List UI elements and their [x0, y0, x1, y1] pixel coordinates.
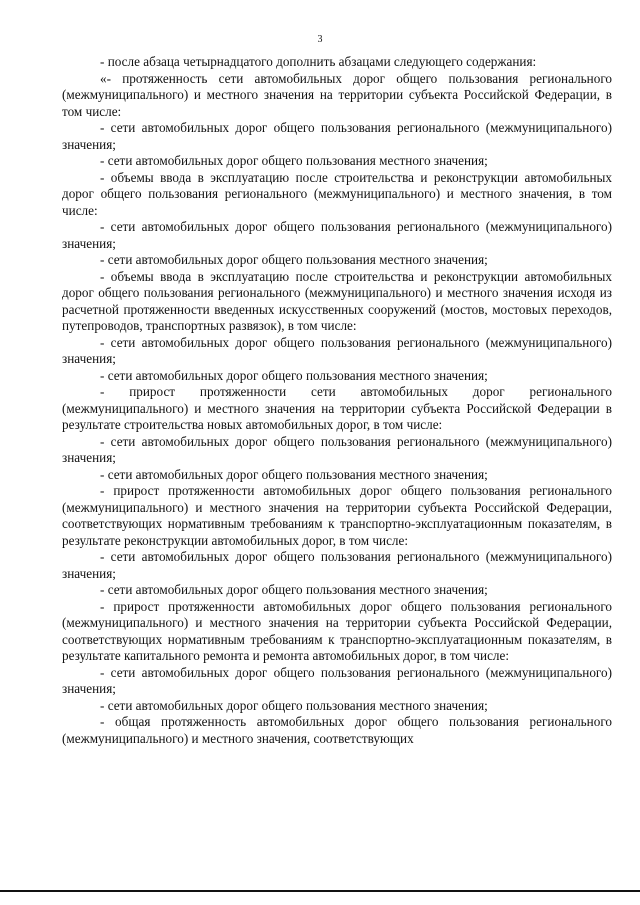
paragraph: - сети автомобильных дорог общего пользования регионального (межмуниципального) значения; [62, 433, 612, 465]
paragraph: - объемы ввода в эксплуатацию после строительства и реконструкции автомобильных дорог общего пользования регионального (межмуниципального) и местного значения, в том числе: [62, 169, 612, 218]
paragraph: - сети автомобильных дорог общего пользования регионального (межмуниципального) значения; [62, 120, 612, 152]
document-body [62, 54, 612, 747]
paragraph: «- протяженность сети автомобильных дорог общего пользования регионального (межмуниципального) и местного значения на территории субъекта Российской Федерации, в том числе: [62, 70, 612, 119]
paragraph: - сети автомобильных дорог общего пользования местного значения; [100, 466, 488, 482]
paragraph: - прирост протяженности сети автомобильных дорог регионального (межмуниципального) и местного значения на территории субъекта Российской Федерации в результате строительства новых автомобильных дорог, в том числе: [62, 384, 612, 432]
bottom-divider [0, 890, 640, 892]
paragraph: - сети автомобильных дорог общего пользования местного значения; [100, 367, 488, 383]
paragraph: - сети автомобильных дорог общего пользования регионального (межмуниципального) значения; [62, 334, 612, 366]
paragraph: - сети автомобильных дорог общего пользования местного значения; [100, 697, 488, 713]
paragraph: - сети автомобильных дорог общего пользования регионального (межмуниципального) значения; [62, 219, 612, 251]
paragraph: - сети автомобильных дорог общего пользования регионального (межмуниципального) значения; [62, 664, 612, 696]
paragraph: - объемы ввода в эксплуатацию после строительства и реконструкции автомобильных дорог общего пользования регионального (межмуниципального) и местного значения исходя из расчетной протяженности введенных искусственных сооружений (мостов, мостовых переходов, путепроводов, транспортных развязок), в том числе: [62, 268, 612, 333]
paragraph: - сети автомобильных дорог общего пользования местного значения; [100, 252, 488, 267]
page-number: 3 [317, 34, 323, 45]
paragraph: - прирост протяженности автомобильных дорог общего пользования регионального (межмуниципального) и местного значения на территории субъекта Российской Федерации, соответствующих нормативным требованиям к транспортно-эксплуатационным показателям, в результате реконструкции автомобильных дорог, в том числе: [62, 483, 612, 548]
paragraph: - сети автомобильных дорог общего пользования местного значения; [100, 582, 488, 597]
paragraph: - после абзаца четырнадцатого дополнить абзацами следующего содержания: [100, 54, 537, 69]
paragraph: - прирост протяженности автомобильных дорог общего пользования регионального (межмуниципального) и местного значения на территории субъекта Российской Федерации, соответствующих нормативным требованиям к транспортно-эксплуатационным показателям, в результате капитального ремонта и ремонта автомобильных дорог, в том числе: [62, 598, 612, 663]
paragraph: - сети автомобильных дорог общего пользования местного значения; [100, 153, 488, 168]
paragraph: - сети автомобильных дорог общего пользования регионального (межмуниципального) значения; [62, 549, 612, 581]
paragraph: - общая протяженность автомобильных дорог общего пользования регионального (межмуниципального) и местного значения, соответствующих [62, 714, 612, 746]
